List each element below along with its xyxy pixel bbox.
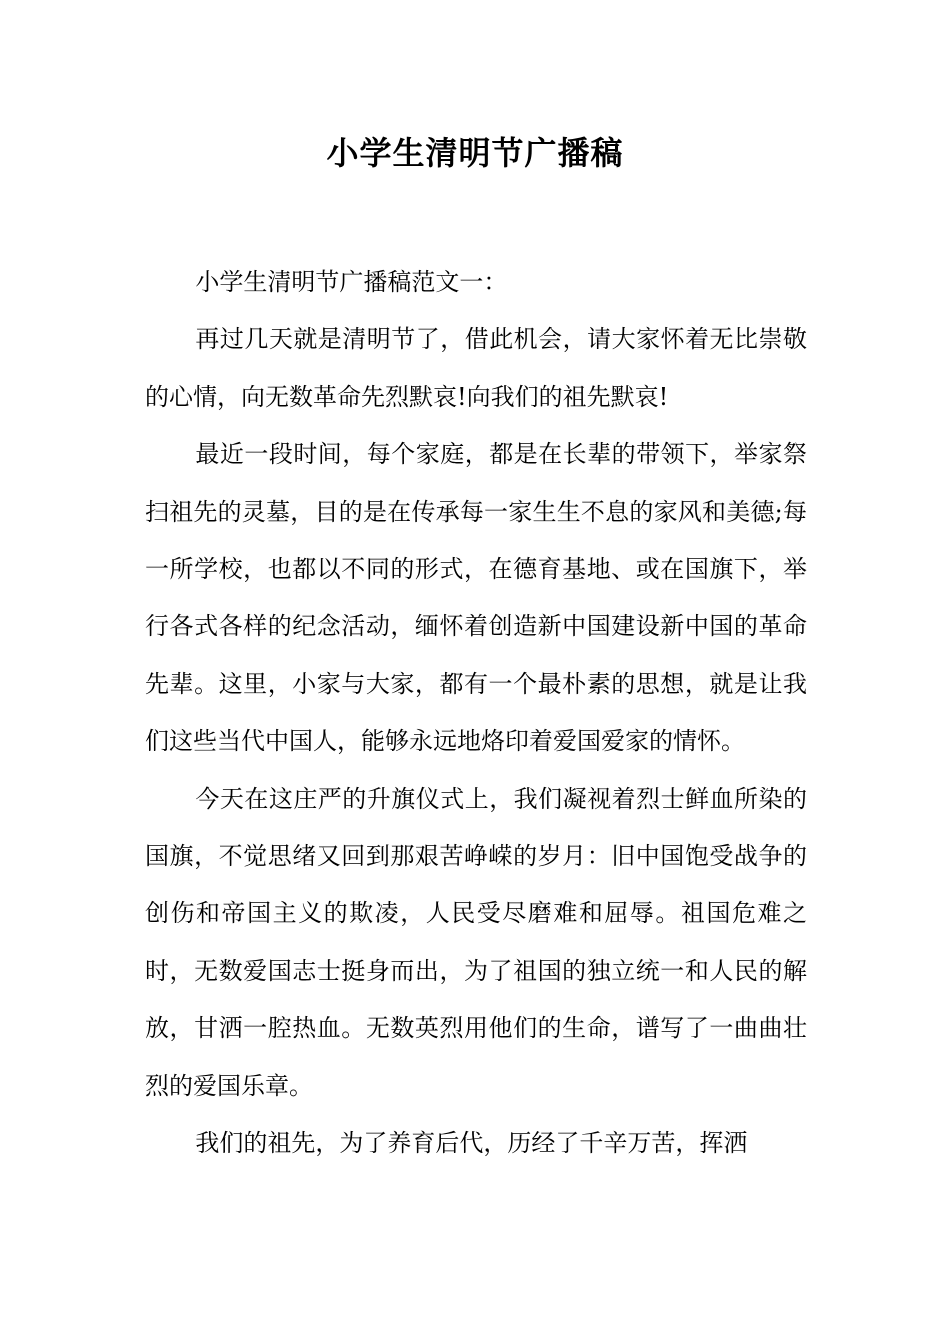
paragraph: 我们的祖先，为了养育后代，历经了千辛万苦，挥洒 (195, 1129, 748, 1158)
document-title: 小学生清明节广播稿 (326, 134, 624, 172)
paragraph: 今天在这庄严的升旗仪式上，我们凝视着烈士鲜血所染的国旗，不觉思绪又回到那艰苦峥嵘的岁月：旧中国饱受战争的创伤和帝国主义的欺凌，人民受尽磨难和屈辱。祖国危难之时，无数爱国志士挺身而出，为了祖国的独立统一和人民的解放，甘洒一腔热血。无数英烈用他们的生命，谱写了一曲曲壮烈的爱国乐章。 (145, 784, 807, 1100)
paragraph: 最近一段时间，每个家庭，都是在长辈的带领下，举家祭扫祖先的灵墓，目的是在传承每一家生生不息的家风和美德;每一所学校，也都以不同的形式，在德育基地、或在国旗下，举行各式各样的纪念活动，缅怀着创造新中国建设新中国的革命先辈。这里，小家与大家，都有一个最朴素的思想，就是让我们这些当代中国人，能够永远地烙印着爱国爱家的情怀。 (145, 440, 807, 756)
paragraph: 再过几天就是清明节了，借此机会，请大家怀着无比崇敬的心情，向无数革命先烈默哀!向我们的祖先默哀! (145, 325, 807, 411)
document-body (145, 254, 807, 1173)
paragraph: 小学生清明节广播稿范文一： (195, 268, 508, 296)
